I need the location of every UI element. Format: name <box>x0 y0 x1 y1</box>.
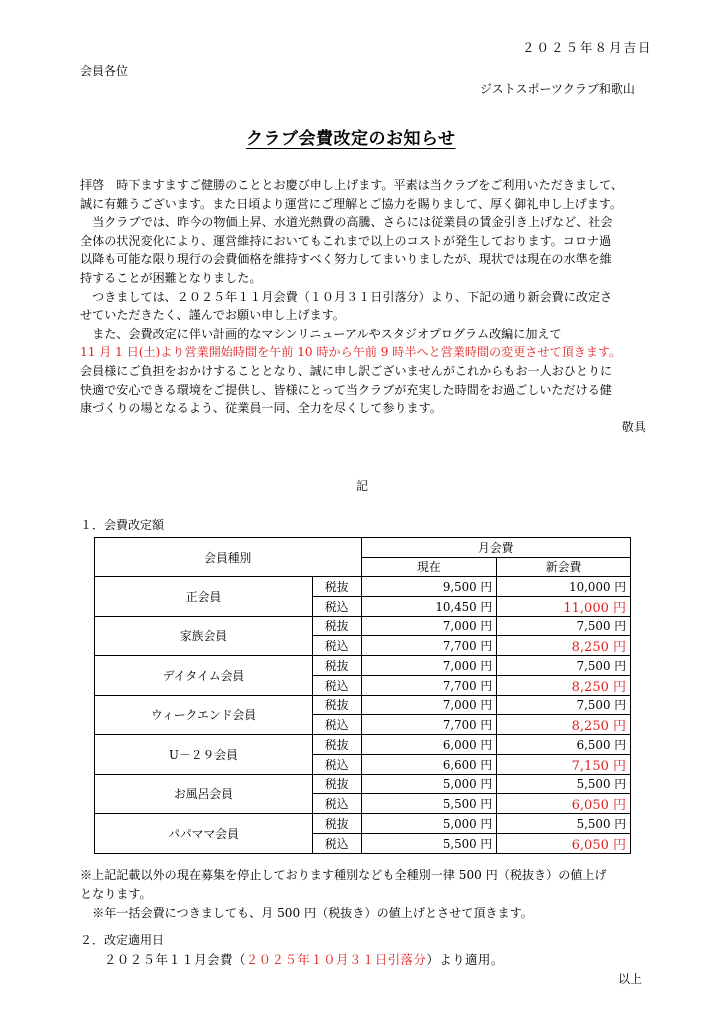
current-fee: 7,700 円 <box>361 636 497 656</box>
current-fee: 7,700 円 <box>361 675 497 695</box>
note-line: ※上記記載以外の現在募集を停止しております種別なども全種別一律 500 円（税抜き）の値上げ <box>80 868 607 882</box>
body-line: 全体の状況変化により、運営維持においてもこれまで以上のコストが発生しております。コロナ過 <box>80 233 612 248</box>
tax-label: 税抜 <box>312 814 361 834</box>
new-fee: 11,000 円 <box>497 596 631 616</box>
tax-label: 税抜 <box>312 577 361 597</box>
tax-label: 税込 <box>312 675 361 695</box>
new-fee: 8,250 円 <box>497 715 631 735</box>
header-current: 現在 <box>361 557 497 577</box>
table-row <box>95 577 631 597</box>
current-fee: 10,450 円 <box>361 596 497 616</box>
section-heading-fees: １．会費改定額 <box>80 518 165 532</box>
body-line: せていただきたく、謹んでお願い申し上げます。 <box>80 308 345 323</box>
new-fee: 7,500 円 <box>497 695 631 715</box>
issue-date: ２０２５年８月吉日 <box>522 40 653 55</box>
current-fee: 5,500 円 <box>361 833 497 853</box>
current-fee: 6,000 円 <box>361 735 497 755</box>
effective-date-highlight: ２０２５年１０月３１日引落分 <box>245 953 427 967</box>
body-line: つきましては、２０２５年１１月会費（１０月３１日引落分）より、下記の通り新会費に改定さ <box>80 289 613 304</box>
member-type: お風呂会員 <box>95 774 313 814</box>
tax-label: 税抜 <box>312 695 361 715</box>
body-line: 誠に有難うございます。また日頃より運営にご理解とご協力を賜りまして、厚く御礼申し上げます。 <box>80 196 623 211</box>
new-fee: 7,500 円 <box>497 616 631 636</box>
current-fee: 7,000 円 <box>361 695 497 715</box>
header-new-fee: 新会費 <box>497 557 631 577</box>
body-line: 当クラブでは、昨今の物価上昇、水道光熱費の高騰、さらには従業員の賃金引き上げなど、社会 <box>80 215 613 230</box>
member-type: 家族会員 <box>95 616 313 656</box>
tax-label: 税抜 <box>312 616 361 636</box>
sender-name: ジストスポーツクラブ和歌山 <box>480 82 635 96</box>
table-row <box>95 774 631 794</box>
body-line: 以降も可能な限り現行の会費価格を維持すべく努力してまいりましたが、現状では現在の水準を維 <box>80 252 612 267</box>
fee-notes <box>80 866 646 923</box>
member-type: U－２９会員 <box>95 735 313 775</box>
table-row <box>95 814 631 834</box>
tax-label: 税抜 <box>312 774 361 794</box>
page-title: クラブ会費改定のお知らせ <box>246 129 456 149</box>
table-row <box>95 735 631 755</box>
new-fee: 10,000 円 <box>497 577 631 597</box>
body-line: 拝啓 時下ますますご健勝のこととお慶び申し上げます。平素は当クラブをご利用いただきまして、 <box>80 178 624 192</box>
new-fee: 6,050 円 <box>497 833 631 853</box>
header-monthly-fee: 月会費 <box>361 538 630 558</box>
current-fee: 7,700 円 <box>361 715 497 735</box>
current-fee: 9,500 円 <box>361 577 497 597</box>
tax-label: 税抜 <box>312 735 361 755</box>
member-type: 正会員 <box>95 577 313 617</box>
new-fee: 7,150 円 <box>497 754 631 774</box>
member-type: パパママ会員 <box>95 814 313 854</box>
tax-label: 税込 <box>312 833 361 853</box>
ki-heading: 記 <box>356 479 369 493</box>
new-fee: 6,500 円 <box>497 735 631 755</box>
body-line: 快適で安心できる環境をご提供し、皆様にとって当クラブが充実した時間をお過ごしいただける健 <box>80 382 612 397</box>
hours-change-notice: 11 月 1 日(土)より営業開始時間を午前 10 時から午前 9 時半へと営業時間の変更させて頂きます。 <box>80 345 622 360</box>
member-type: ウィークエンド会員 <box>95 695 313 735</box>
closing-word: 敬具 <box>621 419 646 434</box>
tax-label: 税込 <box>312 636 361 656</box>
letter-body <box>80 176 646 436</box>
tax-label: 税込 <box>312 754 361 774</box>
table-row <box>95 695 631 715</box>
new-fee: 8,250 円 <box>497 636 631 656</box>
current-fee: 7,000 円 <box>361 616 497 636</box>
effective-date-suffix: ）より適用。 <box>426 953 504 967</box>
effective-date-prefix: ２０２５年１１月会費（ <box>104 953 246 967</box>
current-fee: 7,000 円 <box>361 656 497 676</box>
new-fee: 5,500 円 <box>497 814 631 834</box>
ijo-closing: 以上 <box>618 972 643 986</box>
note-line: ※年一括会費につきましても、月 500 円（税抜き）の値上げとさせて頂きます。 <box>80 906 533 920</box>
tax-label: 税込 <box>312 596 361 616</box>
tax-label: 税込 <box>312 715 361 735</box>
new-fee: 6,050 円 <box>497 794 631 814</box>
body-line: また、会費改定に伴い計画的なマシンリニューアルやスタジオプログラム改編に加えて <box>80 326 562 341</box>
table-row <box>95 656 631 676</box>
current-fee: 5,000 円 <box>361 774 497 794</box>
current-fee: 6,600 円 <box>361 754 497 774</box>
body-line: 康づくりの場となるよう、従業員一同、全力を尽くして参ります。 <box>80 401 442 416</box>
recipients: 会員各位 <box>80 64 129 78</box>
tax-label: 税抜 <box>312 656 361 676</box>
fee-table <box>94 537 631 854</box>
new-fee: 5,500 円 <box>497 774 631 794</box>
body-line: 持することが困難となりました。 <box>80 270 262 285</box>
current-fee: 5,000 円 <box>361 814 497 834</box>
section-heading-effective-date: ２．改定適用日 <box>80 933 165 947</box>
table-row <box>95 616 631 636</box>
effective-date-text <box>104 950 504 968</box>
member-type: デイタイム会員 <box>95 656 313 696</box>
body-line: 会員様にご負担をおかけすることとなり、誠に申し訳ございませんがこれからもお一人おひとりに <box>80 363 613 378</box>
new-fee: 7,500 円 <box>497 656 631 676</box>
current-fee: 5,500 円 <box>361 794 497 814</box>
tax-label: 税込 <box>312 794 361 814</box>
new-fee: 8,250 円 <box>497 675 631 695</box>
note-line: となります。 <box>80 887 152 901</box>
header-member-type: 会員種別 <box>95 538 362 577</box>
